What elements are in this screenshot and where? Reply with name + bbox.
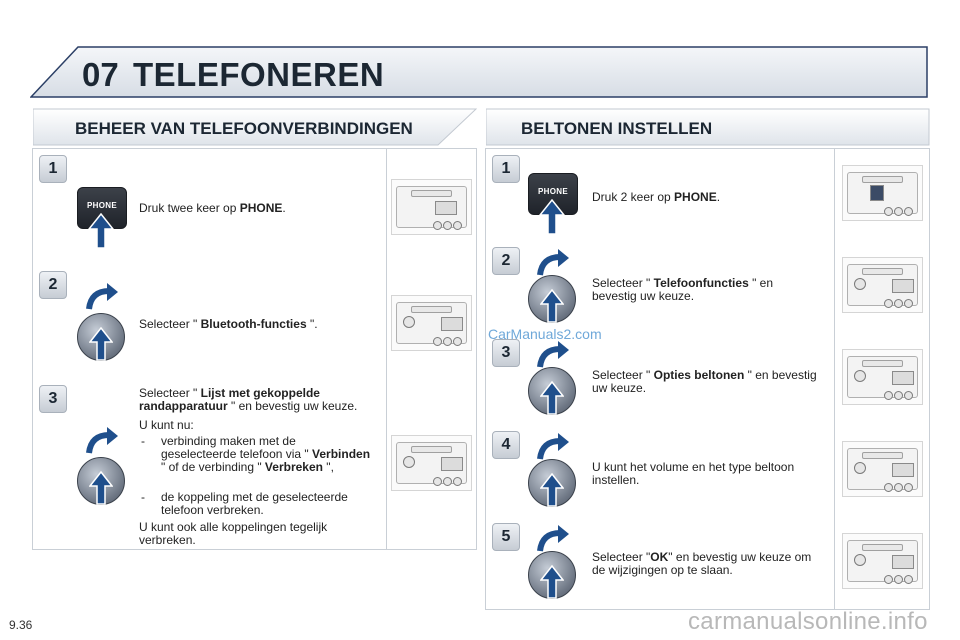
step-number-badge: 5 [492,523,520,551]
phone-button-label: PHONE [87,201,117,210]
radio-panel-illustration [842,533,923,589]
press-arrow-icon [540,289,564,323]
right-step-4 [486,425,929,518]
watermark-top: CarManuals2.com [488,326,602,342]
page-title: TELEFONEREN [133,56,385,93]
left-steps-panel [32,148,477,550]
watermark-bottom: carmanualsonline.info [688,608,928,635]
right-step-3 [486,333,929,426]
radio-panel-illustration [391,295,472,351]
radio-panel-illustration [842,441,923,497]
step-instruction: U kunt het volume en het type beltoon instellen. [592,460,795,487]
illustration-cell [386,379,476,549]
step-instruction: Druk 2 keer op PHONE. [592,190,721,204]
step-number-badge: 1 [492,155,520,183]
page-number: 9.36 [9,618,33,632]
rotate-arrow-icon [536,525,570,553]
press-arrow-icon [540,473,564,507]
rotate-arrow-icon [85,427,119,455]
left-section-title: BEHEER VAN TELEFOONVERBINDINGEN [75,119,413,138]
radio-panel-illustration [842,257,923,313]
rotate-arrow-icon [536,341,570,369]
press-arrow-icon [540,381,564,415]
right-steps-panel [485,148,930,610]
right-section-title: BELTONEN INSTELLEN [521,119,713,138]
rotate-arrow-icon [536,249,570,277]
radio-panel-illustration [842,165,923,221]
step-number-badge: 3 [492,339,520,367]
step-number-badge: 2 [39,271,67,299]
step-instruction: Druk twee keer op PHONE. [139,201,286,215]
step-instruction: Selecteer " Lijst met gekoppelde randapparatuur " en bevestig uw keuze. [139,386,358,413]
step-instruction: Selecteer "OK" en bevestig uw keuze om de wijzigingen op te slaan. [592,550,812,577]
right-step-5 [486,517,929,609]
illustration-cell [834,333,929,425]
rotate-arrow-icon [85,283,119,311]
illustration-cell [386,265,476,379]
phone-button-label: PHONE [538,187,568,196]
right-step-2 [486,241,929,334]
press-arrow-icon [540,565,564,599]
options-intro: U kunt nu: [139,418,194,432]
rotate-arrow-icon [536,433,570,461]
illustration-cell [834,517,929,609]
illustration-cell [834,241,929,333]
illustration-cell [834,149,929,241]
radio-panel-illustration [842,349,923,405]
step-instruction: Selecteer " Telefoonfuncties " en bevestig uw keuze. [592,276,774,303]
chapter-number: 07 [82,56,119,93]
step-number-badge: 3 [39,385,67,413]
press-arrow-icon [538,199,566,235]
step-number-badge: 1 [39,155,67,183]
step-number-badge: 2 [492,247,520,275]
step-instruction: Selecteer " Opties beltonen " en bevestig uw keuze. [592,368,817,395]
press-arrow-icon [89,327,113,361]
left-step-1 [33,149,476,266]
option-unpair: de koppeling met de geselecteerde telefoon verbreken. [161,490,348,517]
outro-note: U kunt ook alle koppelingen tegelijk verbreken. [139,520,328,547]
option-connect-disconnect: verbinding maken met de geselecteerde telefoon via " Verbinden " of de verbinding " Verbreken ", [161,434,371,474]
press-arrow-icon [87,213,115,249]
right-step-1 [486,149,929,242]
step-number-badge: 4 [492,431,520,459]
radio-panel-illustration [391,435,472,491]
left-step-2 [33,265,476,380]
bullet-marker: - [141,434,145,448]
illustration-cell [386,149,476,265]
step-instruction: Selecteer " Bluetooth-functies ". [139,317,318,331]
illustration-cell [834,425,929,517]
radio-panel-illustration [391,179,472,235]
bullet-marker: - [141,490,145,504]
press-arrow-icon [89,471,113,505]
left-step-3 [33,379,476,549]
